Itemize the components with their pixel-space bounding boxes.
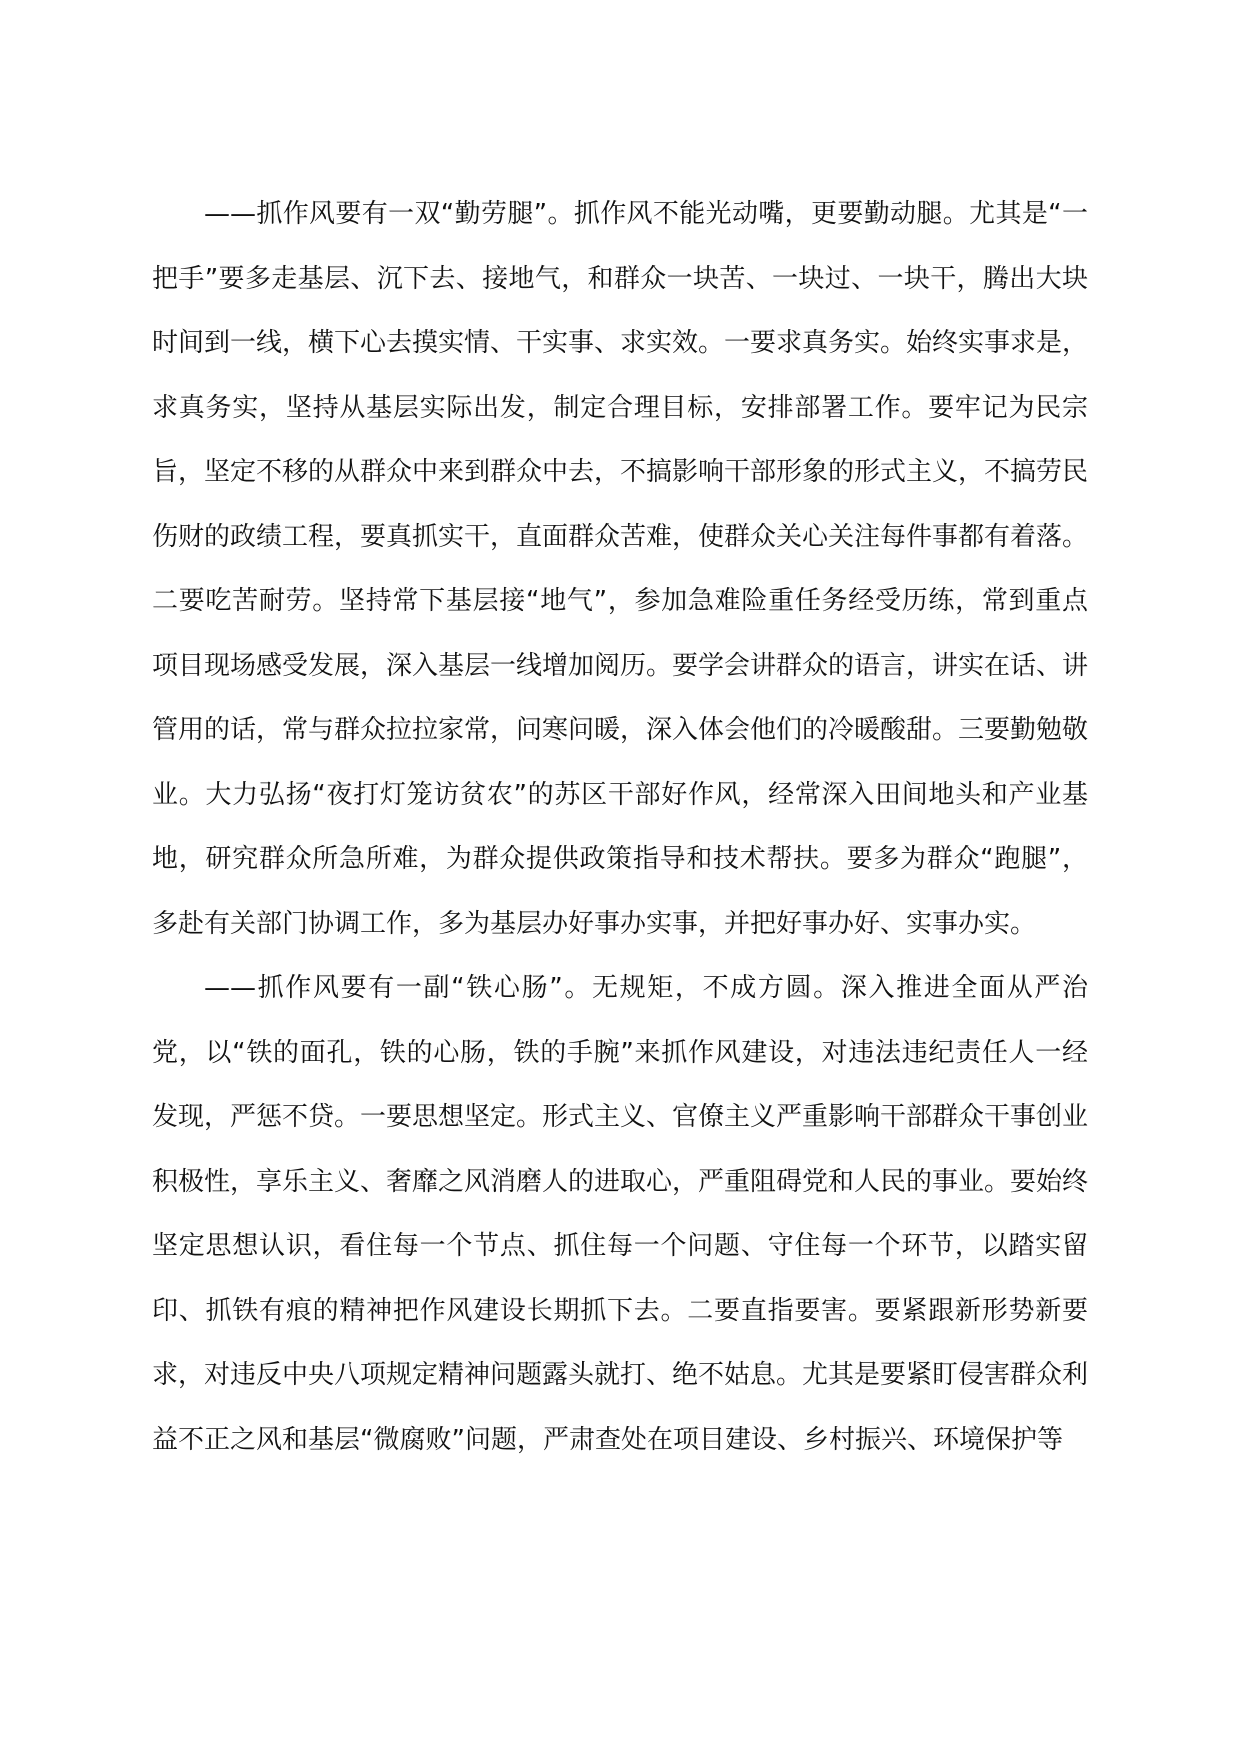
paragraph-2: ——抓作风要有一副“铁心肠”。无规矩，不成方圆。深入推进全面从严治党，以“铁的面孔，铁的心肠，铁的手腕”来抓作风建设，对违法违纪责任人一经发现，严惩不贷。一要思想坚定。形式主义、官僚主义严重影响干部群众干事创业积极性，享乐主义、奢靡之风消磨人的进取心，严重阻碍党和人民的事业。要始终坚定思想认识，看住每一个节点、抓住每一个问题、守住每一个环节，以踏实留印、抓铁有痕的精神把作风建设长期抓下去。二要直指要害。要紧跟新形势新要求，对违反中央八项规定精神问题露头就打、绝不姑息。尤其是要紧盯侵害群众利益不正之风和基层“微腐败”问题，严肃查处在项目建设、乡村振兴、环境保护等	[152, 973, 1089, 1455]
document-body	[152, 182, 1088, 1472]
paragraph-1: ——抓作风要有一双“勤劳腿”。抓作风不能光动嘴，更要勤动腿。尤其是“一把手”要多走基层、沉下去、接地气，和群众一块苦、一块过、一块干，腾出大块时间到一线，横下心去摸实情、干实事、求实效。一要求真务实。始终实事求是，求真务实，坚持从基层实际出发，制定合理目标，安排部署工作。要牢记为民宗旨，坚定不移的从群众中来到群众中去，不搞影响干部形象的形式主义，不搞劳民伤财的政绩工程，要真抓实干，直面群众苦难，使群众关心关注每件事都有着落。二要吃苦耐劳。坚持常下基层接“地气”，参加急难险重任务经受历练，常到重点项目现场感受发展，深入基层一线增加阅历。要学会讲群众的语言，讲实在话、讲管用的话，常与群众拉拉家常，问寒问暖，深入体会他们的冷暖酸甜。三要勤勉敬业。大力弘扬“夜打灯笼访贫农”的苏区干部好作风，经常深入田间地头和产业基地，研究群众所急所难，为群众提供政策指导和技术帮扶。要多为群众“跑腿”，多赴有关部门协调工作，多为基层办好事办实事，并把好事办好、实事办实。	[152, 199, 1089, 939]
